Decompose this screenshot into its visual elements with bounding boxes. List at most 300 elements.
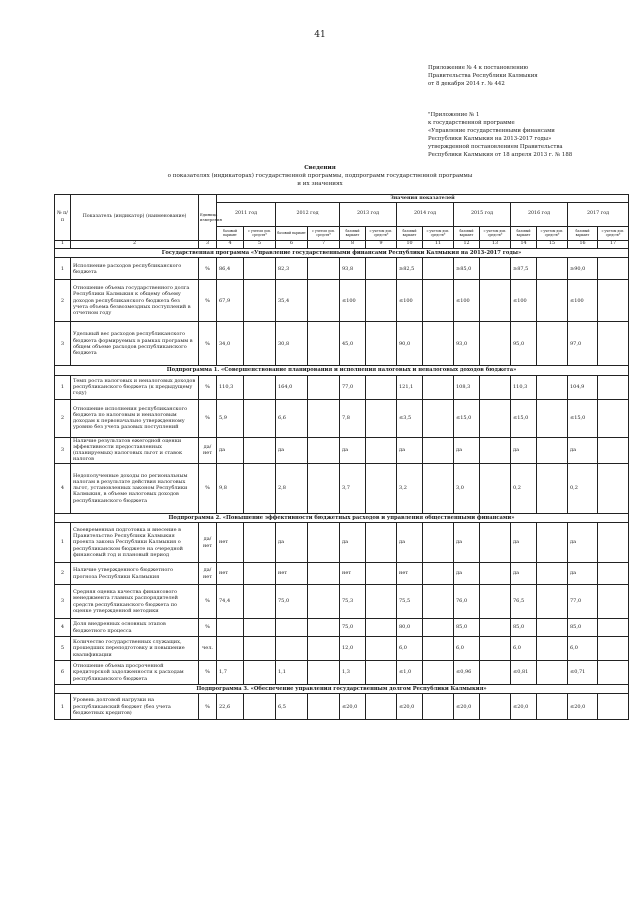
annex-line: Республики Калмыкия на 2013-2017 годы» [428, 136, 552, 142]
value-cell [598, 637, 629, 661]
subheader-base: базовый вариант [340, 227, 366, 241]
column-header-number: № п/п [55, 195, 71, 241]
unit-cell: % [199, 258, 217, 280]
row-number: 1 [55, 523, 71, 563]
value-cell [308, 437, 340, 463]
value-cell [308, 463, 340, 513]
value-cell: ≤20,0 [511, 694, 537, 720]
unit-cell: % [199, 463, 217, 513]
value-cell [308, 258, 340, 280]
value-cell [244, 694, 276, 720]
value-cell: 6,5 [276, 694, 308, 720]
year-header: 2011 год [217, 203, 276, 227]
value-cell [308, 661, 340, 685]
annex-line: Республики Калмыкия от 18 апреля 2013 г. № 188 [428, 152, 573, 158]
value-cell: да [511, 437, 537, 463]
indicator-name: Исполнение расходов республиканского бюджета [71, 258, 199, 280]
section-title: Подпрограмма 3. «Обеспечение управления государственным долгом Республики Калмыкия» [55, 685, 629, 694]
value-cell: 6,0 [397, 637, 423, 661]
value-cell [423, 322, 454, 366]
unit-cell: % [199, 375, 217, 399]
year-header: 2016 год [511, 203, 568, 227]
value-cell: 7,8 [340, 399, 366, 437]
annex-line: «Управление государственными финансами [428, 128, 555, 134]
row-number: 2 [55, 399, 71, 437]
table-row [55, 619, 629, 637]
section-title: Подпрограмма 2. «Повышение эффективности бюджетных расходов и управления общественными финансами» [55, 513, 629, 522]
value-cell: да [511, 523, 537, 563]
value-cell: 95,0 [511, 322, 537, 366]
unit-cell: % [199, 661, 217, 685]
subheader-intensive: с учетом доп. средств* [423, 227, 454, 241]
unit-cell: да/нет [199, 563, 217, 585]
column-header-indicator: Показатель (индикатор) (наименование) [71, 195, 199, 241]
value-cell: 0,2 [511, 463, 537, 513]
value-cell [366, 258, 397, 280]
annex-line: к государственной программе [428, 120, 515, 126]
column-number-cell: 12 [454, 241, 480, 249]
unit-cell: % [199, 399, 217, 437]
row-number: 2 [55, 280, 71, 322]
document-title-line: и их значениях [297, 181, 343, 187]
value-cell: нет [217, 523, 244, 563]
annex-line: Приложение № 4 к постановлению [428, 65, 529, 71]
column-number-cell: 17 [598, 241, 629, 249]
table-row [55, 563, 629, 585]
section-row [55, 366, 629, 375]
value-cell: ≤3,5 [397, 399, 423, 437]
value-cell [423, 637, 454, 661]
value-cell [598, 258, 629, 280]
value-cell [598, 322, 629, 366]
indicator-name: Темп роста налоговых и неналоговых доходов республиканского бюджета (к предыдущему году) [71, 375, 199, 399]
column-number-cell: 6 [276, 241, 308, 249]
indicator-name: Удельный вес расходов республиканского бюджета формируемых в рамках программ в общем объеме расходов республиканского бюджета [71, 322, 199, 366]
value-cell: ≤100 [397, 280, 423, 322]
year-header: 2014 год [397, 203, 454, 227]
value-cell: 82,3 [276, 258, 308, 280]
unit-cell: да/нет [199, 523, 217, 563]
year-header: 2013 год [340, 203, 397, 227]
value-cell: 22,6 [217, 694, 244, 720]
value-cell: 34,0 [217, 322, 244, 366]
value-cell: 93,0 [454, 322, 480, 366]
subheader-base: базовый вариант [568, 227, 598, 241]
value-cell [217, 637, 244, 661]
table-row [55, 694, 629, 720]
value-cell: 6,0 [511, 637, 537, 661]
value-cell: да [568, 523, 598, 563]
indicator-name: Своевременная подготовка и внесение в Правительство Республики Калмыкия проекта закона Республики Калмыкия о республиканском бюджете на очередной финансовый год и плановый период [71, 523, 199, 563]
indicator-name: Недополученные доходы по региональным налогам в результате действия налоговых льгот, установленных законом Республики Калмыкия, в объеме налоговых доходов республиканского бюджета [71, 463, 199, 513]
value-cell: 93,8 [340, 258, 366, 280]
value-cell [537, 637, 568, 661]
year-header: 2015 год [454, 203, 511, 227]
unit-cell: чел. [199, 637, 217, 661]
value-cell: да [454, 523, 480, 563]
table-row [55, 399, 629, 437]
value-cell: 77,0 [568, 585, 598, 619]
value-cell [598, 619, 629, 637]
unit-cell: % [199, 322, 217, 366]
column-number-cell: 3 [199, 241, 217, 249]
row-number: 3 [55, 585, 71, 619]
value-cell [366, 661, 397, 685]
column-number-cell: 7 [308, 241, 340, 249]
row-number: 3 [55, 322, 71, 366]
value-cell: 45,0 [340, 322, 366, 366]
row-number: 2 [55, 563, 71, 585]
column-number-cell: 8 [340, 241, 366, 249]
value-cell: ≥90,0 [568, 258, 598, 280]
value-cell: ≤15,0 [568, 399, 598, 437]
value-cell: 76,5 [511, 585, 537, 619]
section-title: Государственная программа «Управление государственными финансами Республики Калмыкия на 2013-2017 годы» [55, 249, 629, 258]
column-number-cell: 2 [71, 241, 199, 249]
value-cell: ≤1,0 [397, 661, 423, 685]
subheader-intensive: с учетом доп. средств* [480, 227, 511, 241]
column-number-cell: 1 [55, 241, 71, 249]
annex-reference [428, 64, 628, 88]
column-header-unit: Единица измерения [199, 195, 217, 241]
indicator-name: Доля внедренных основных этапов бюджетного процесса [71, 619, 199, 637]
value-cell: да [217, 437, 244, 463]
value-cell [480, 258, 511, 280]
value-cell [480, 585, 511, 619]
value-cell [598, 463, 629, 513]
row-number: 1 [55, 694, 71, 720]
value-cell [537, 463, 568, 513]
subheader-base: базовый вариант [454, 227, 480, 241]
value-cell [480, 437, 511, 463]
value-cell: ≥87,5 [511, 258, 537, 280]
value-cell [423, 523, 454, 563]
value-cell [244, 563, 276, 585]
value-cell: да [340, 523, 366, 563]
value-cell: нет [276, 563, 308, 585]
value-cell [537, 661, 568, 685]
value-cell: 74,4 [217, 585, 244, 619]
indicator-name: Отношение объема государственного долга Республики Калмыкия к общему объему доходов республиканского бюджета без учета объема безвозмездных поступлений в отчетном году [71, 280, 199, 322]
value-cell [244, 463, 276, 513]
value-cell: 12,0 [340, 637, 366, 661]
value-cell [244, 322, 276, 366]
value-cell [423, 585, 454, 619]
subheader-intensive: с учетом доп. средств* [244, 227, 276, 241]
value-cell: 76,0 [454, 585, 480, 619]
section-title: Подпрограмма 1. «Совершенствование планирования и исполнения налоговых и неналоговых доходов бюджета» [55, 366, 629, 375]
value-cell: 90,0 [397, 322, 423, 366]
value-cell: 121,1 [397, 375, 423, 399]
year-header: 2012 год [276, 203, 340, 227]
value-cell [366, 463, 397, 513]
value-cell [598, 375, 629, 399]
value-cell [480, 694, 511, 720]
value-cell: 1,7 [217, 661, 244, 685]
column-number-cell: 15 [537, 241, 568, 249]
value-cell: да [511, 563, 537, 585]
value-cell [244, 661, 276, 685]
value-cell [366, 437, 397, 463]
value-cell: да [276, 437, 308, 463]
value-cell: да [454, 437, 480, 463]
value-cell: 164,0 [276, 375, 308, 399]
value-cell: да [397, 523, 423, 563]
value-cell [537, 563, 568, 585]
annex-line: от 8 декабря 2014 г. № 442 [428, 81, 505, 87]
value-cell [537, 375, 568, 399]
value-cell [537, 280, 568, 322]
value-cell [308, 322, 340, 366]
value-cell [308, 523, 340, 563]
value-cell: ≤100 [568, 280, 598, 322]
value-cell [423, 280, 454, 322]
indicator-name: Наличие утвержденного бюджетного прогноза Республики Калмыкия [71, 563, 199, 585]
value-cell [308, 694, 340, 720]
value-cell [366, 399, 397, 437]
row-number: 3 [55, 437, 71, 463]
value-cell [480, 661, 511, 685]
value-cell [598, 585, 629, 619]
value-cell: ≤15,0 [454, 399, 480, 437]
indicator-name: Средняя оценка качества финансового менеджмента главных распорядителей средств республиканского бюджета по оценке утвержденной методики [71, 585, 199, 619]
value-cell: 1,1 [276, 661, 308, 685]
document-title [60, 164, 580, 188]
value-cell [366, 585, 397, 619]
indicator-name: Отношение исполнения республиканского бюджета по налоговым и неналоговым доходам к первоначально утвержденному уровню без учета разовых поступлений [71, 399, 199, 437]
row-number: 6 [55, 661, 71, 685]
value-cell [308, 375, 340, 399]
row-number: 4 [55, 463, 71, 513]
value-cell [276, 619, 308, 637]
value-cell [480, 322, 511, 366]
value-cell: да [454, 563, 480, 585]
value-cell [423, 619, 454, 637]
value-cell [480, 523, 511, 563]
unit-cell: да/нет [199, 437, 217, 463]
value-cell [366, 523, 397, 563]
value-cell [244, 437, 276, 463]
table-row [55, 280, 629, 322]
value-cell: 6,0 [568, 637, 598, 661]
value-cell: 35,4 [276, 280, 308, 322]
value-cell [366, 280, 397, 322]
row-number: 1 [55, 258, 71, 280]
value-cell: 6,0 [454, 637, 480, 661]
annex-line: утвержденной постановлением Правительства [428, 144, 563, 150]
table-row [55, 523, 629, 563]
value-cell: 1,3 [340, 661, 366, 685]
column-header-values: Значения показателей [217, 195, 629, 203]
document-title-main: Сведения [304, 165, 336, 171]
value-cell: 104,9 [568, 375, 598, 399]
table-row [55, 322, 629, 366]
indicator-name: Уровень долговой нагрузки на республиканский бюджет (без учета бюджетных кредитов) [71, 694, 199, 720]
value-cell: ≤0,71 [568, 661, 598, 685]
value-cell: 80,0 [397, 619, 423, 637]
table-row [55, 375, 629, 399]
value-cell: ≤20,0 [454, 694, 480, 720]
value-cell [423, 694, 454, 720]
indicator-name: Количество государственных служащих, прошедших переподготовку и повышение квалификации [71, 637, 199, 661]
value-cell: 2,8 [276, 463, 308, 513]
column-number-cell: 10 [397, 241, 423, 249]
value-cell [423, 375, 454, 399]
indicators-table [54, 194, 629, 720]
subheader-base: базовый вариант [217, 227, 244, 241]
value-cell [598, 280, 629, 322]
value-cell [366, 619, 397, 637]
value-cell [480, 619, 511, 637]
value-cell [537, 694, 568, 720]
value-cell [598, 694, 629, 720]
value-cell: ≤100 [454, 280, 480, 322]
value-cell: 75,3 [340, 585, 366, 619]
subheader-base: базовый вариант [511, 227, 537, 241]
value-cell: 110,3 [217, 375, 244, 399]
column-number-cell: 11 [423, 241, 454, 249]
value-cell: ≤20,0 [397, 694, 423, 720]
value-cell: ≥85,0 [454, 258, 480, 280]
document-title-line: о показателях (индикаторах) государственной программы, подпрограмм государственной программы [167, 173, 473, 179]
value-cell [598, 563, 629, 585]
unit-cell: % [199, 619, 217, 637]
value-cell [308, 585, 340, 619]
subheader-intensive: с учетом доп. средств* [598, 227, 629, 241]
subheader-intensive: с учетом доп. средств* [366, 227, 397, 241]
value-cell [308, 563, 340, 585]
value-cell [480, 563, 511, 585]
value-cell [598, 437, 629, 463]
indicator-name: Наличие результатов ежегодной оценки эффективности предоставленных (планируемых) налоговых льгот и ставок налогов [71, 437, 199, 463]
annex-line: "Приложение № 1 [428, 112, 480, 118]
value-cell [366, 637, 397, 661]
value-cell: 3,2 [397, 463, 423, 513]
value-cell [598, 523, 629, 563]
value-cell: 75,0 [340, 619, 366, 637]
value-cell: ≤0,96 [454, 661, 480, 685]
value-cell: 85,0 [454, 619, 480, 637]
value-cell: да [276, 523, 308, 563]
value-cell [537, 523, 568, 563]
section-row [55, 685, 629, 694]
value-cell: да [340, 437, 366, 463]
value-cell [423, 563, 454, 585]
subheader-base: базовый вариант [397, 227, 423, 241]
value-cell: ≤100 [511, 280, 537, 322]
value-cell: нет [340, 563, 366, 585]
value-cell [598, 661, 629, 685]
value-cell [217, 619, 244, 637]
value-cell [366, 563, 397, 585]
value-cell [244, 523, 276, 563]
value-cell: 85,0 [568, 619, 598, 637]
column-number-cell: 4 [217, 241, 244, 249]
table-row [55, 437, 629, 463]
unit-cell: % [199, 280, 217, 322]
value-cell [366, 322, 397, 366]
value-cell [423, 399, 454, 437]
value-cell [244, 280, 276, 322]
value-cell [423, 437, 454, 463]
value-cell: 3,7 [340, 463, 366, 513]
annex-line: Правительства Республики Калмыкия [428, 73, 538, 79]
value-cell: 67,9 [217, 280, 244, 322]
value-cell [308, 280, 340, 322]
value-cell [276, 637, 308, 661]
column-number-cell: 9 [366, 241, 397, 249]
subheader-intensive: с учетом доп. средств* [308, 227, 340, 241]
value-cell: 3,0 [454, 463, 480, 513]
value-cell [244, 585, 276, 619]
program-annex-reference [428, 111, 633, 159]
value-cell: ≥82,5 [397, 258, 423, 280]
row-number: 5 [55, 637, 71, 661]
value-cell [366, 375, 397, 399]
table-row [55, 258, 629, 280]
value-cell: 5,9 [217, 399, 244, 437]
value-cell [598, 399, 629, 437]
value-cell [537, 585, 568, 619]
value-cell: ≤20,0 [340, 694, 366, 720]
value-cell: 0,2 [568, 463, 598, 513]
value-cell [308, 637, 340, 661]
value-cell: да [397, 437, 423, 463]
table-row [55, 463, 629, 513]
subheader-base: базовый вариант [276, 227, 308, 241]
value-cell [537, 399, 568, 437]
value-cell: ≤20,0 [568, 694, 598, 720]
unit-cell: % [199, 694, 217, 720]
value-cell [480, 375, 511, 399]
section-row [55, 249, 629, 258]
column-number-cell: 13 [480, 241, 511, 249]
value-cell [537, 322, 568, 366]
row-number: 4 [55, 619, 71, 637]
table-row [55, 637, 629, 661]
page-number: 41 [314, 30, 326, 40]
value-cell [423, 258, 454, 280]
value-cell: да [568, 563, 598, 585]
value-cell [244, 258, 276, 280]
value-cell: 30,8 [276, 322, 308, 366]
row-number: 1 [55, 375, 71, 399]
value-cell [423, 463, 454, 513]
value-cell: 6,6 [276, 399, 308, 437]
value-cell: 75,0 [276, 585, 308, 619]
value-cell [244, 375, 276, 399]
value-cell [308, 399, 340, 437]
section-row [55, 513, 629, 522]
value-cell: нет [217, 563, 244, 585]
table-row [55, 585, 629, 619]
value-cell: 77,0 [340, 375, 366, 399]
column-number-cell: 16 [568, 241, 598, 249]
value-cell [537, 437, 568, 463]
value-cell: 110,3 [511, 375, 537, 399]
value-cell [244, 399, 276, 437]
value-cell: 97,0 [568, 322, 598, 366]
value-cell: ≤0,81 [511, 661, 537, 685]
column-number-cell: 5 [244, 241, 276, 249]
value-cell: 9,8 [217, 463, 244, 513]
value-cell [480, 637, 511, 661]
value-cell [480, 463, 511, 513]
value-cell [537, 619, 568, 637]
value-cell: 85,0 [511, 619, 537, 637]
value-cell: 75,5 [397, 585, 423, 619]
value-cell [537, 258, 568, 280]
